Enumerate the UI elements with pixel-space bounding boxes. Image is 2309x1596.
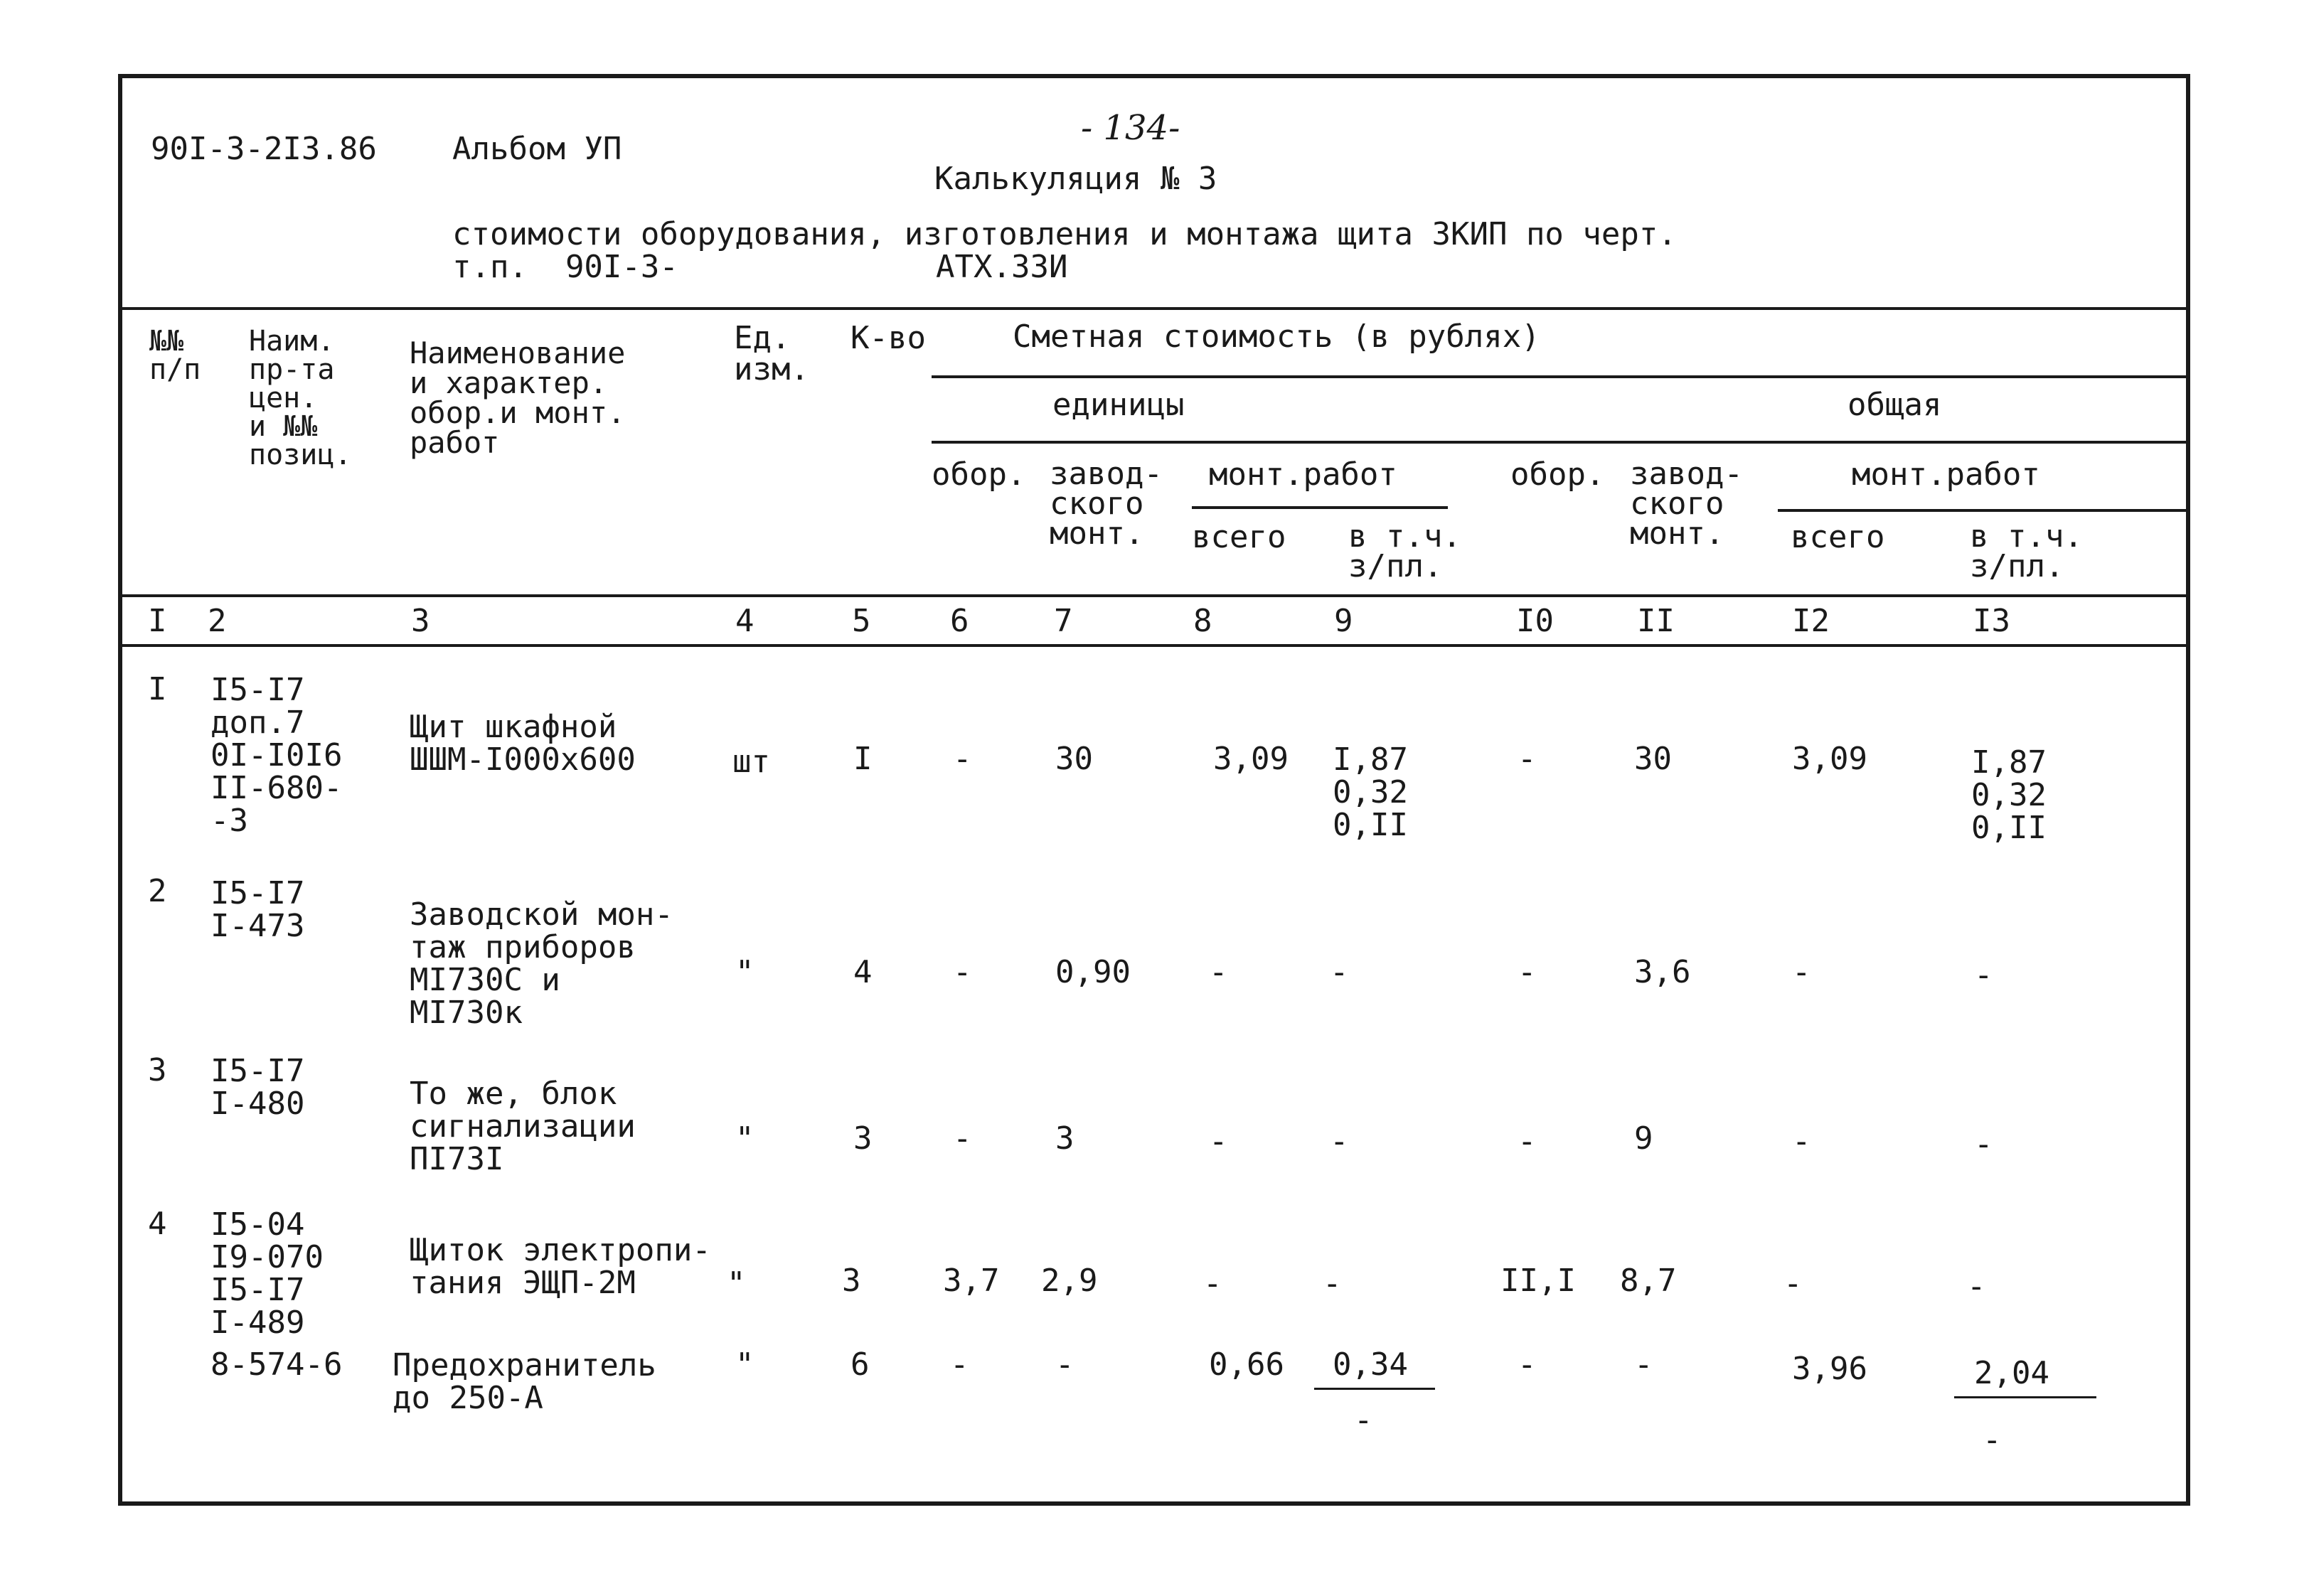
row-number: 4 [148,1206,167,1242]
total-mount-all: 3,96 [1792,1351,1867,1387]
unit-total-rule [932,441,2190,444]
unit-mount-all: 3,09 [1213,741,1289,777]
col-number: I0 [1516,603,1554,639]
item-name: Предохранитель до 250-А [393,1347,656,1416]
col-number: I2 [1792,603,1830,639]
unit-mount-wage: - [1323,1265,1342,1302]
col-price-ref-header: Наим. пр-та цен. и №№ позиц. [249,325,352,471]
item-name: Заводской мон- таж приборов МI730С и МI730к [410,896,673,1031]
total-mount-wage: - [1967,1268,1986,1305]
table-top-rule [118,307,2190,310]
col-unit-factory-mount: завод- ского монт. [1050,456,1163,552]
col-unit-equipment: обор. [932,456,1026,493]
row-number: 3 [148,1052,167,1088]
subtotal-underline [1954,1396,2096,1398]
subtotal-underline [1314,1388,1435,1390]
subtitle-line1: стоимости оборудования, изготовления и монтажа щита ЗКИП по черт. [452,216,1677,252]
unit: " [735,954,754,990]
total-mount-wage: - [1974,957,1993,993]
unit-equipment: - [953,741,972,777]
unit: " [727,1265,746,1302]
total-factory-mount: 30 [1634,741,1672,777]
total-factory-mount: 3,6 [1634,954,1691,990]
col-total-mount-works: монт.работ [1852,456,2040,493]
unit-equipment: - [953,1120,972,1157]
col-number: 5 [852,603,871,639]
unit-mount-wage: 0,34 [1333,1346,1408,1383]
col-unit-all: всего [1192,519,1286,555]
total-factory-mount: - [1634,1346,1653,1383]
unit-mount-all: - [1209,954,1228,990]
unit-equipment: 3,7 [943,1263,1000,1299]
col-number: 3 [411,603,430,639]
col-unit-header: Ед. изм. [734,320,809,387]
row-number: 2 [148,873,167,909]
unit-equipment: - [950,1346,969,1383]
doc-code: 90I-3-2I3.86 [151,131,377,167]
col-number: 4 [735,603,754,639]
unit-mount-all: - [1209,1123,1228,1159]
col-number: 9 [1334,603,1353,639]
unit-mount-all: 0,66 [1209,1346,1284,1383]
total-mount-wage: - [1974,1126,1993,1162]
total-mount-all: - [1792,1123,1811,1159]
item-name: Щит шкафной ШШМ-I000х600 [410,709,636,778]
price-ref: I5-I7 I-480 [210,1053,305,1122]
total-mount-rule [1778,509,2190,512]
unit-mount-rule [1192,506,1448,509]
total-mount-wage: I,87 0,32 0,II [1971,744,2047,846]
row-number: I [148,671,167,707]
total-equipment: - [1518,1123,1537,1159]
unit-factory-mount: 30 [1055,741,1093,777]
total-mount-wage: 2,04 [1974,1355,2049,1391]
col-total-header: общая [1847,387,1942,423]
unit-factory-mount: 3 [1055,1120,1074,1157]
item-name: То же, блок сигнализации ПI73I [410,1076,636,1177]
subtitle-line2b: АТХ.ЗЗИ [936,249,1068,285]
unit: " [735,1120,754,1157]
total-factory-mount: 9 [1634,1120,1653,1157]
quantity: 3 [853,1120,873,1157]
col-unit-incl-wage: в т.ч. з/пл. [1348,518,1461,584]
unit-equipment: - [953,954,972,990]
quantity: I [853,741,873,777]
col-name-header: Наименование и характер. обор.и монт. работ [410,336,626,460]
quantity: 3 [842,1263,861,1299]
item-name: Щиток электропи- тания ЭЩП-2М [410,1232,711,1301]
price-ref: I5-04 I9-070 I5-I7 I-489 [210,1206,324,1341]
total-equipment: II,I [1500,1263,1576,1299]
col-total-factory-mount: завод- ского монт. [1630,456,1743,552]
quantity: 6 [850,1346,870,1383]
col-number: 7 [1054,603,1073,639]
col-number: 6 [950,603,969,639]
total-equipment: - [1518,741,1537,777]
unit-factory-mount: 2,9 [1041,1263,1098,1299]
unit-factory-mount: 0,90 [1055,954,1131,990]
col-number: 8 [1193,603,1212,639]
album-label: Альбом УП [452,131,622,167]
total-mount-all: 3,09 [1792,741,1867,777]
total-factory-mount: 8,7 [1620,1263,1677,1299]
col-num-header: №№ п/п [149,325,201,386]
col-unit-mount-works: монт.работ [1209,456,1397,493]
total-mount-all: - [1783,1265,1803,1302]
price-ref: I5-I7 I-473 [210,875,305,944]
unit-mount-all: - [1203,1265,1222,1302]
col-total-all: всего [1791,519,1885,555]
price-ref: 8-574-6 [210,1346,343,1383]
col-total-incl-wage: в т.ч. з/пл. [1970,518,2083,584]
unit: шт [732,744,770,780]
price-ref: I5-I7 доп.7 0I-I0I6 II-680- -3 [210,672,343,839]
unit-factory-mount: - [1055,1346,1074,1383]
col-number: I [148,603,167,639]
col-estimate-header: Сметная стоимость (в рублях) [1013,318,1540,355]
col-number: II [1637,603,1675,639]
total-mount-all: - [1792,954,1811,990]
col-total-equipment: обор. [1510,456,1605,493]
header-bottom-rule [118,594,2190,597]
col-qty-header: К-во [850,320,926,356]
unit-mount-wage: - [1330,954,1349,990]
unit-mount-wage: I,87 0,32 0,II [1333,741,1408,843]
unit-mount-wage: - [1330,1123,1349,1159]
unit: " [735,1346,754,1383]
calc-title: Калькуляция № 3 [934,161,1217,197]
quantity: 4 [853,954,873,990]
unit-mount-wage-below: - [1354,1402,1373,1438]
subtitle-line2a: т.п. 90I-3- [452,249,678,285]
total-mount-wage-below: - [1983,1422,2002,1458]
total-equipment: - [1518,1346,1537,1383]
estimate-rule [932,375,2190,378]
col-number: 2 [208,603,227,639]
page-number: - 134- [1081,108,1180,148]
total-equipment: - [1518,954,1537,990]
col-per-unit-header: единицы [1052,387,1185,423]
col-number: I3 [1973,603,2010,639]
col-numbers-rule [118,644,2190,647]
